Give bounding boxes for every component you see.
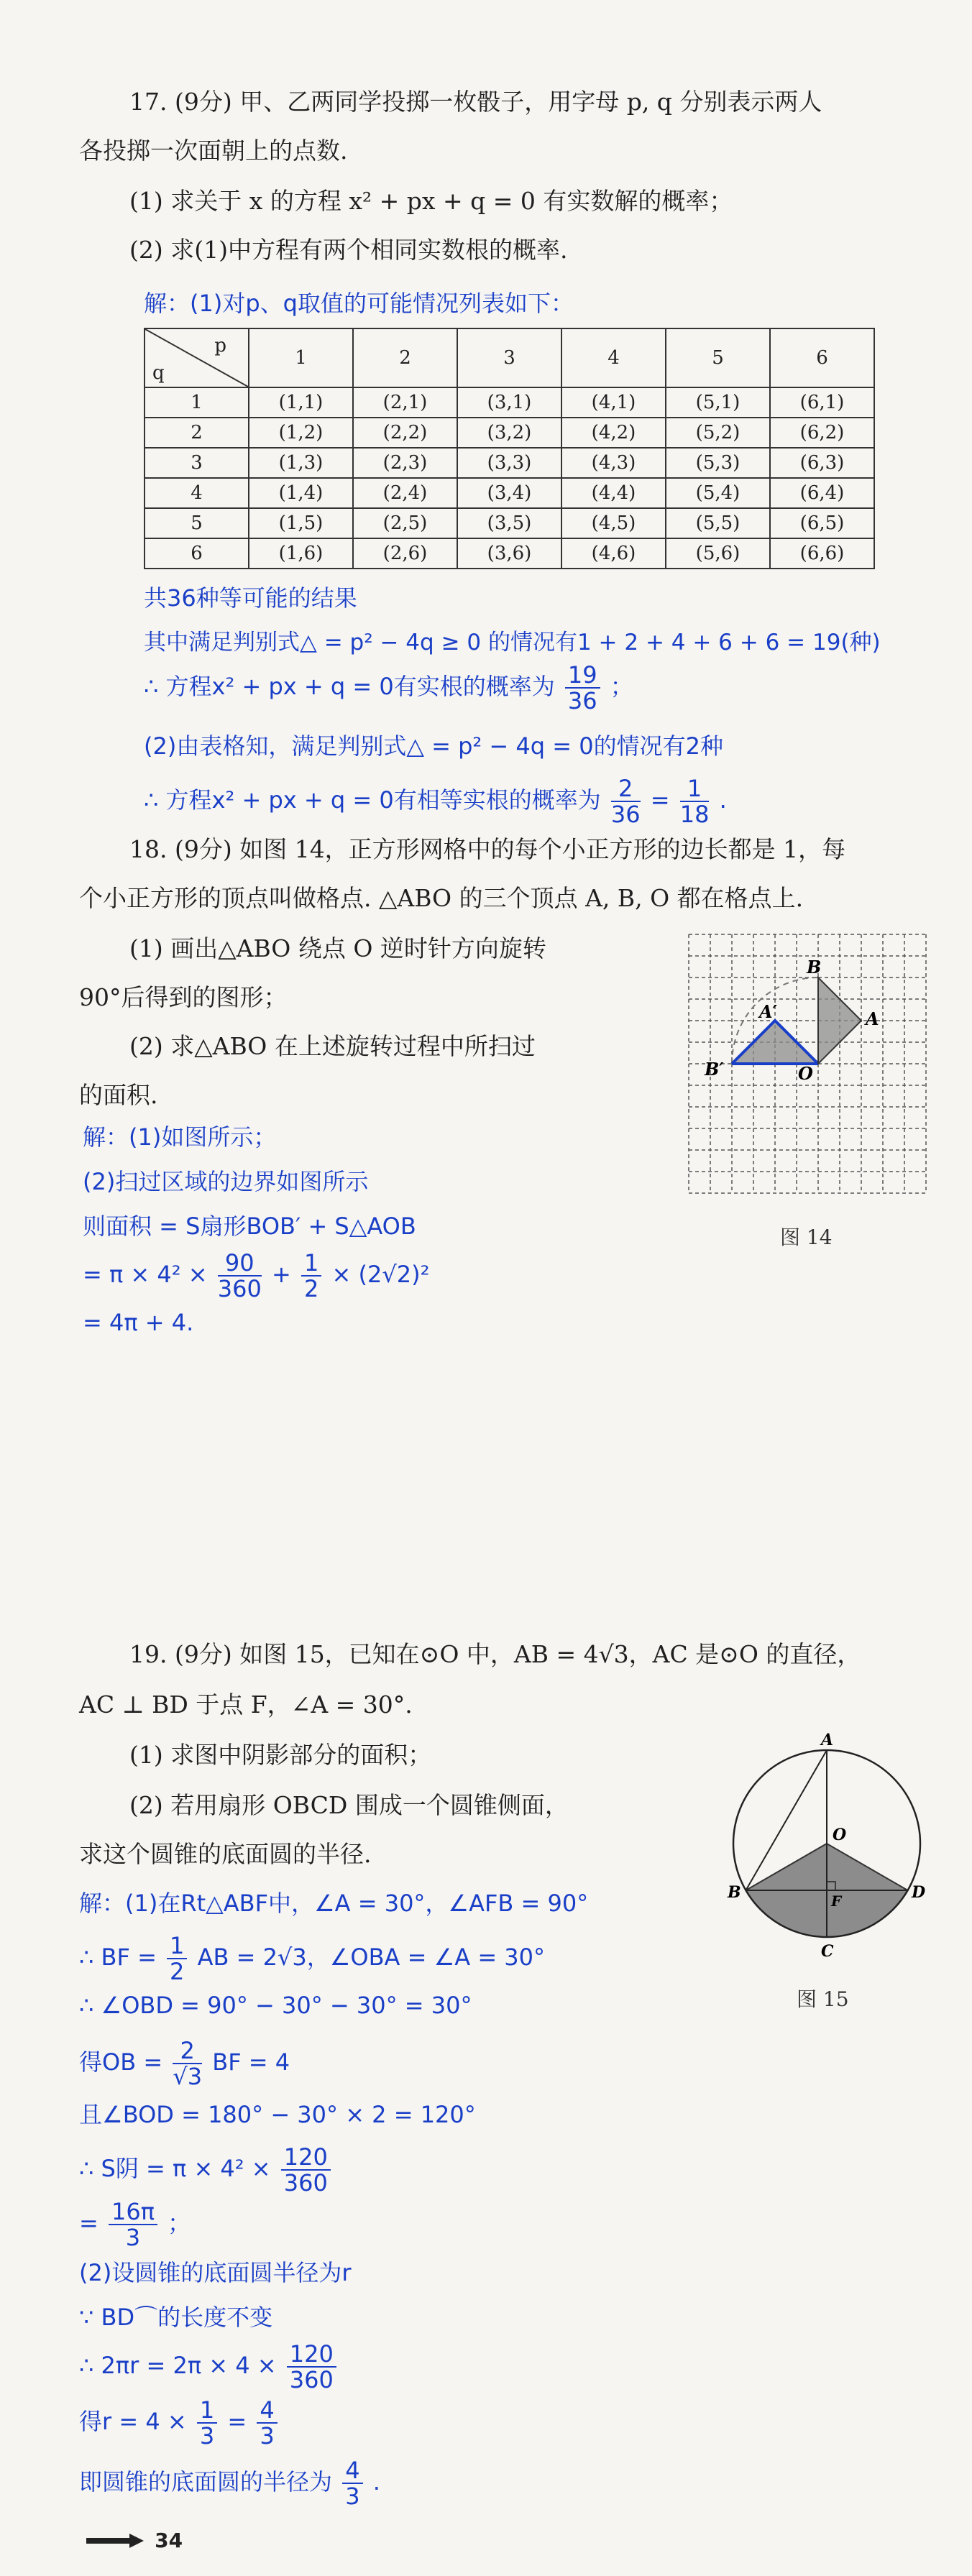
equals-sign: = — [650, 786, 670, 814]
table-cell: (2,2) — [353, 418, 457, 448]
table-cell: (1,2) — [249, 418, 353, 448]
q17-part1: (1) 求关于 x 的方程 x² + px + q = 0 有实数解的概率； — [129, 187, 733, 215]
arrow-icon — [86, 2532, 144, 2549]
figure-15-caption: 图 15 — [797, 1987, 849, 2011]
q18-stem-line1: 18. (9分) 如图 14，正方形网格中的每个小正方形的边长都是 1，每 — [129, 835, 846, 863]
fraction-numerator: 4 — [257, 2398, 277, 2424]
q18-part2-line2: 的面积. — [79, 1081, 158, 1109]
fraction-numerator: 16π — [109, 2199, 157, 2225]
table-cell: (2,4) — [353, 478, 457, 508]
fraction-numerator: 2 — [173, 2038, 202, 2064]
label-a: A — [866, 1008, 879, 1029]
label-a: A — [821, 1732, 834, 1749]
fraction-denominator: 2 — [170, 1958, 185, 1985]
table-cell: (1,1) — [249, 387, 353, 418]
q19-s4 — [79, 2038, 290, 2089]
table-cell: (2,3) — [353, 448, 457, 478]
q19-s10 — [79, 2342, 339, 2392]
q19-s8: (2)设圆锥的底面圆半径为r — [79, 2259, 352, 2286]
q17-total-outcomes: 共36种等可能的结果 — [144, 584, 357, 612]
q18-part1-line1: (1) 画出△ABO 绕点 O 逆时针方向旋转 — [129, 934, 546, 962]
fraction-numerator: 1 — [197, 2398, 217, 2424]
q19-part1: (1) 求图中阴影部分的面积； — [129, 1741, 432, 1769]
q17-probability-equal — [144, 776, 727, 827]
label-f: F — [831, 1892, 842, 1910]
table-header-cell: 1 — [249, 328, 353, 387]
table-cell: (6,3) — [770, 448, 874, 478]
label-o: O — [833, 1826, 847, 1844]
table-cell: (6,1) — [770, 387, 874, 418]
label-b: B — [807, 957, 822, 978]
q17-prob1-text: ∴ 方程x² + px + q = 0有实根的概率为 — [144, 673, 555, 700]
fraction-numerator: 120 — [281, 2145, 331, 2171]
q17-part2: (2) 求(1)中方程有两个相同实数根的概率. — [129, 236, 568, 264]
q18-area-formula-end: × (2√2)² — [331, 1261, 430, 1288]
q19-s12-text: 即圆锥的底面圆的半径为 — [79, 2468, 333, 2496]
fraction-1-3 — [197, 2398, 217, 2448]
q19-s10-text: ∴ 2πr = 2π × 4 × — [79, 2352, 277, 2379]
fraction-1-2 — [301, 1251, 321, 1301]
table-cell: (4,6) — [561, 538, 666, 569]
q18-sol-line5: = 4π + 4. — [83, 1309, 194, 1336]
table-row — [145, 538, 874, 569]
fraction-90-360 — [218, 1251, 262, 1301]
table-cell: (5,6) — [666, 538, 770, 569]
q17-outcome-table — [144, 328, 875, 569]
table-cell: (6,2) — [770, 418, 874, 448]
q17-prob2-text: ∴ 方程x² + px + q = 0有相等实根的概率为 — [144, 786, 601, 814]
q17-probability-real — [144, 663, 633, 713]
q18-stem-line2: 个小正方形的顶点叫做格点. △ABO 的三个顶点 A, B, O 都在格点上. — [79, 884, 804, 912]
corner-label-p: p — [214, 335, 226, 356]
q19-s11 — [79, 2398, 280, 2448]
fraction-denominator: 3 — [125, 2224, 141, 2251]
q19-s9: ∵ BD⌒的长度不变 — [79, 2304, 273, 2331]
q19-s12 — [79, 2458, 380, 2508]
fraction-denominator: 3 — [199, 2422, 215, 2450]
table-cell: (3,3) — [457, 448, 561, 478]
page-number: 34 — [155, 2529, 183, 2552]
table-cell: (3,1) — [457, 387, 561, 418]
row-header-cell: 4 — [145, 478, 249, 508]
q19-stem-line1: 19. (9分) 如图 15，已知在⊙O 中，AB = 4√3，AC 是⊙O 的直径， — [129, 1640, 861, 1668]
q17-solution-intro: 解：(1)对p、q取值的可能情况列表如下： — [144, 290, 574, 317]
q17-stem-line2: 各投掷一次面朝上的点数. — [79, 137, 348, 165]
table-cell: (5,2) — [666, 418, 770, 448]
q19-s2-end: AB = 2√3，∠OBA = ∠A = 30° — [197, 1944, 546, 1971]
q18-part2-line1: (2) 求△ABO 在上述旋转过程中所扫过 — [129, 1032, 536, 1060]
figure-14 — [683, 927, 942, 1203]
q17-part2-condition: (2)由表格知，满足判别式△ = p² − 4q = 0的情况有2种 — [144, 732, 723, 760]
label-o: O — [798, 1063, 813, 1084]
q17-prob1-end: ； — [610, 673, 633, 700]
q19-s7-end: ； — [168, 2209, 191, 2237]
fraction-4-3 — [342, 2458, 362, 2508]
q19-s4-text: 得OB = — [79, 2048, 163, 2076]
row-header-cell: 3 — [145, 448, 249, 478]
q19-s7 — [79, 2199, 191, 2250]
table-cell: (5,3) — [666, 448, 770, 478]
fraction-denominator: 2 — [303, 1275, 319, 1302]
fraction-numerator: 19 — [565, 663, 600, 689]
table-header-cell: 4 — [561, 328, 666, 387]
fraction-numerator: 2 — [611, 776, 641, 802]
fraction-4-3 — [257, 2398, 277, 2448]
figure-15 — [719, 1732, 935, 1972]
table-cell: (4,4) — [561, 478, 666, 508]
table-cell: (1,3) — [249, 448, 353, 478]
table-row — [145, 478, 874, 508]
row-header-cell: 5 — [145, 508, 249, 538]
q18-area-formula: = π × 4² × — [83, 1261, 208, 1288]
table-cell: (1,5) — [249, 508, 353, 538]
q19-s5: 且∠BOD = 180° − 30° × 2 = 120° — [79, 2101, 476, 2128]
table-cell: (2,1) — [353, 387, 457, 418]
fraction-denominator: 36 — [567, 687, 597, 714]
fraction-numerator: 90 — [218, 1251, 262, 1276]
label-b: B — [728, 1883, 741, 1902]
table-cell: (4,5) — [561, 508, 666, 538]
table-cell: (1,4) — [249, 478, 353, 508]
table-cell: (6,6) — [770, 538, 874, 569]
q17-stem-line1: 17. (9分) 甲、乙两同学投掷一枚骰子，用字母 p, q 分别表示两人 — [129, 88, 822, 116]
q17-condition-count: 其中满足判别式△ = p² − 4q ≥ 0 的情况有1 + 2 + 4 + 6 + 6 = 19(种) — [144, 630, 881, 656]
fraction-16pi-3 — [109, 2199, 157, 2250]
q19-s12-end: . — [372, 2468, 380, 2496]
label-d: D — [912, 1883, 926, 1902]
table-cell: (3,2) — [457, 418, 561, 448]
label-c: C — [821, 1942, 834, 1961]
table-cell: (5,1) — [666, 387, 770, 418]
row-header-cell: 1 — [145, 387, 249, 418]
q19-s1: 解：(1)在Rt△ABF中，∠A = 30°，∠AFB = 90° — [79, 1890, 589, 1917]
fraction-denominator: √3 — [173, 2063, 203, 2090]
q19-part2-line2: 求这个圆锥的底面圆的半径. — [79, 1840, 372, 1868]
q18-part1-line2: 90°后得到的图形； — [79, 983, 288, 1011]
table-cell: (1,6) — [249, 538, 353, 569]
label-b-prime: B′ — [705, 1059, 724, 1080]
q18-sol-line4 — [83, 1251, 429, 1301]
q19-s4-end: BF = 4 — [212, 2048, 290, 2076]
q19-s11-text: 得r = 4 × — [79, 2408, 187, 2435]
q19-s2 — [79, 1933, 545, 1984]
q17-prob2-end: . — [719, 786, 727, 814]
fraction-numerator: 1 — [680, 776, 710, 802]
q19-s3: ∴ ∠OBD = 90° − 30° − 30° = 30° — [79, 1992, 472, 2019]
table-cell: (3,5) — [457, 508, 561, 538]
fraction-numerator: 4 — [342, 2458, 362, 2484]
fraction-2-36 — [611, 776, 641, 827]
table-cell: (4,1) — [561, 387, 666, 418]
equals-sign: = — [227, 2408, 247, 2435]
row-header-cell: 2 — [145, 418, 249, 448]
fraction-denominator: 3 — [345, 2483, 360, 2510]
fraction-denominator: 18 — [679, 801, 710, 828]
plus-sign: + — [272, 1261, 291, 1288]
fraction-numerator: 120 — [287, 2342, 336, 2368]
table-header-cell: 5 — [666, 328, 770, 387]
q18-sol-line3: 则面积 = S扇形BOB′ + S△AOB — [83, 1213, 416, 1240]
table-header-cell: 3 — [457, 328, 561, 387]
table-row — [145, 448, 874, 478]
table-header-cell: 6 — [770, 328, 874, 387]
table-header-cell: 2 — [353, 328, 457, 387]
grid-figure — [683, 927, 942, 1200]
q19-s6-text: ∴ S阴 = π × 4² × — [79, 2155, 271, 2182]
fraction-1-2 — [167, 1933, 187, 1984]
table-cell: (6,4) — [770, 478, 874, 508]
table-cell: (4,2) — [561, 418, 666, 448]
table-row — [145, 387, 874, 418]
table-row — [145, 418, 874, 448]
q19-stem-line2: AC ⊥ BD 于点 F，∠A = 30°. — [79, 1690, 413, 1719]
table-cell: (2,5) — [353, 508, 457, 538]
fraction-denominator: 36 — [610, 801, 641, 828]
page-footer — [86, 2529, 183, 2552]
fraction-120-360 — [281, 2145, 331, 2195]
table-cell: (2,6) — [353, 538, 457, 569]
table-cell: (3,4) — [457, 478, 561, 508]
q18-sol-line1: 解：(1)如图所示； — [83, 1123, 277, 1151]
table-cell: (5,5) — [666, 508, 770, 538]
q19-s6 — [79, 2145, 334, 2195]
table-cell: (5,4) — [666, 478, 770, 508]
corner-label-q: q — [152, 362, 165, 384]
table-cell: (4,3) — [561, 448, 666, 478]
table-row — [145, 508, 874, 538]
q19-s2-text: ∴ BF = — [79, 1944, 157, 1971]
table-cell: (3,6) — [457, 538, 561, 569]
circle-figure — [719, 1732, 935, 1969]
fraction-19-36 — [565, 663, 600, 713]
table-cell: (6,5) — [770, 508, 874, 538]
q19-part2-line1: (2) 若用扇形 OBCD 围成一个圆锥侧面， — [129, 1791, 569, 1819]
fraction-denominator: 360 — [289, 2366, 334, 2393]
fraction-1-18 — [680, 776, 710, 827]
row-header-cell: 6 — [145, 538, 249, 569]
figure-14-caption: 图 14 — [780, 1225, 833, 1249]
q18-sol-line2: (2)扫过区域的边界如图所示 — [83, 1168, 369, 1195]
table-corner-cell — [145, 328, 249, 387]
q19-s7-text: = — [79, 2209, 98, 2237]
label-a-prime: A′ — [759, 1001, 777, 1022]
fraction-numerator: 1 — [167, 1933, 187, 1959]
fraction-2-root3 — [173, 2038, 202, 2089]
fraction-numerator: 1 — [301, 1251, 321, 1276]
fraction-denominator: 3 — [260, 2422, 275, 2450]
fraction-denominator: 360 — [283, 2169, 328, 2196]
pq-table — [144, 328, 875, 569]
fraction-denominator: 360 — [217, 1275, 262, 1302]
fraction-120-360 — [287, 2342, 336, 2392]
